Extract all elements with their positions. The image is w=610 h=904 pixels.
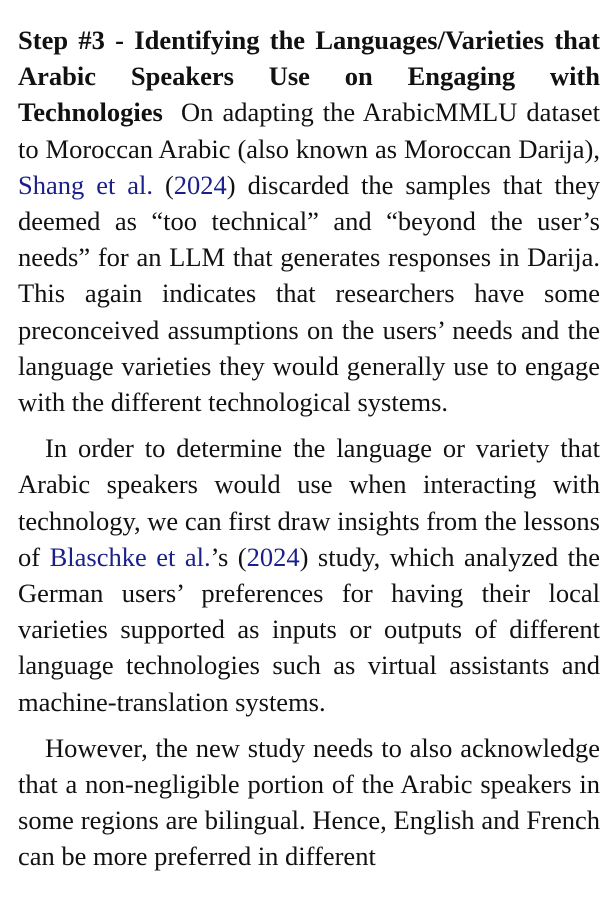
citation-year-link[interactable]: 2024 (173, 169, 227, 200)
paragraph-text: However, the new study needs to also acknowledge that a non-negligible portion of the Arabic speakers in some regions are bilingual. Hence, English and French can be more preferred in different (18, 732, 600, 872)
paragraph-text: On adapting the ArabicMMLU dataset to Moroccan Arabic (also known as Moroccan Darija), (18, 97, 601, 164)
citation-author-link[interactable]: Shang et al. (18, 169, 154, 200)
citation-year-link[interactable]: 2024 (246, 541, 300, 572)
paragraph-text: ) discarded the samples that they deemed as “too technical” and “beyond the user’s needs” for an LLM that generates responses in Darija. This again indicates that researchers have some preconceived assumptions on the users’ needs and the language varieties they would generally use to engage with the different technological systems. (18, 169, 600, 418)
paragraph-step-3 (18, 22, 600, 420)
citation-author-link[interactable]: Blaschke et al. (49, 541, 211, 572)
paragraph-language-choice (18, 430, 600, 720)
paragraph-text: ) study, which analyzed the German users’ preferences for having their local varieties supported as inputs or outputs of different language technologies such as virtual assistants and machine-translation systems. (18, 541, 601, 717)
paragraph-bilingual (18, 730, 600, 875)
paragraph-text: In order to determine the language or variety that Arabic speakers would use when interacting with technology, we can first draw insights from the lessons of (18, 433, 600, 572)
section-heading: Step #3 - Identifying the Languages/Varieties that Arabic Speakers Use on Engaging with Technologies (18, 25, 600, 128)
paragraph-text: ’s ( (210, 541, 247, 572)
paragraph-text: ( (153, 169, 174, 200)
